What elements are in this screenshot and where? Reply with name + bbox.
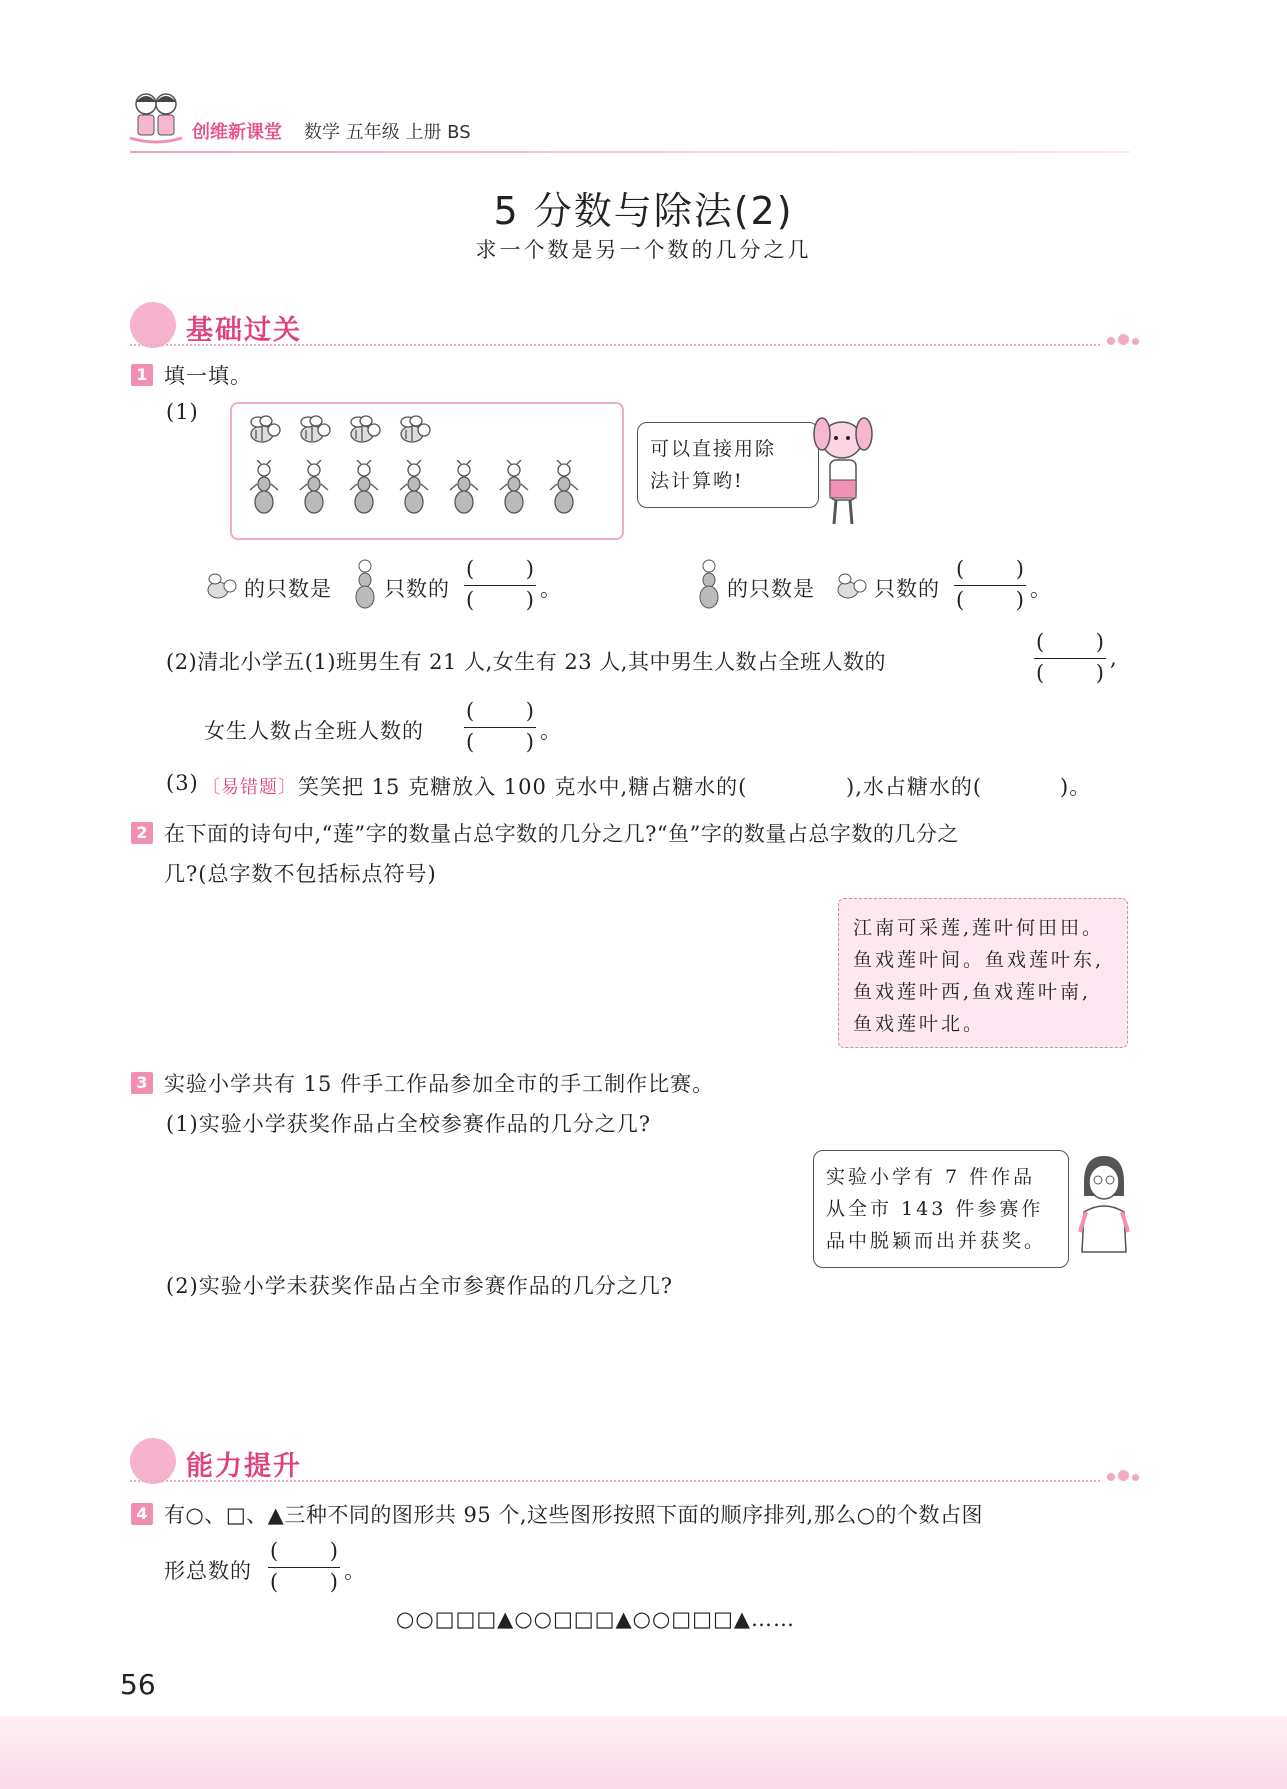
q2-line2: 几?(总字数不包括标点符号) — [164, 862, 437, 886]
header-kids-illustration — [126, 88, 186, 148]
hint-line-1: 可以直接用除 — [650, 438, 777, 460]
q2-line1: 在下面的诗句中,“莲”字的数量占总字数的几分之几?“鱼”字的数量占总字数的几分之 — [164, 822, 959, 846]
fraction-answer-1b[interactable]: ( ) ( ) — [956, 557, 1024, 612]
period: 。 — [540, 577, 562, 601]
comma: , — [1110, 646, 1118, 670]
bubble-line: 品中脱颖而出并获奖。 — [826, 1230, 1047, 1252]
ant-icon — [694, 558, 724, 610]
sub-label: (1) — [166, 400, 199, 424]
bottom-band — [0, 1716, 1287, 1789]
lesson-title: 5 分数与除法(2) — [493, 189, 794, 233]
section-title-basic: 基础过关 — [186, 315, 302, 346]
period: 。 — [344, 1559, 366, 1583]
sentence-a-mid: 的只数是 — [244, 577, 332, 601]
lesson-subtitle: 求一个数是另一个数的几分之几 — [475, 238, 812, 262]
period: 。 — [540, 719, 562, 743]
sub-label: (3) — [166, 771, 199, 795]
hint-bubble-girl — [813, 1150, 1069, 1268]
page-number: 56 — [120, 1668, 156, 1701]
brand-name: 创维新课堂 — [192, 122, 282, 143]
section-dots — [1104, 330, 1139, 349]
bubble-line: 从全市 143 件参赛作 — [826, 1198, 1044, 1220]
poem-box — [838, 898, 1128, 1048]
section-monkey-icon — [130, 1438, 176, 1484]
blank-sugar-ratio[interactable] — [790, 771, 840, 795]
poem-line: 鱼戏莲叶西,鱼戏莲叶南, — [853, 981, 1092, 1003]
poem-line: 江南可采莲,莲叶何田田。 — [853, 917, 1105, 939]
ants-row — [248, 460, 588, 520]
section-rule — [130, 1480, 1100, 1482]
book-meta: 数学 五年级 上册 BS — [304, 122, 471, 143]
q4-line1: 有○、□、▲三种不同的图形共 95 个,这些图形按照下面的顺序排列,那么○的个数占图 — [164, 1503, 984, 1527]
section-dots — [1104, 1466, 1139, 1485]
q1-p3-text-a: 笑笑把 15 克糖放入 100 克水中,糖占糖水的( — [298, 775, 748, 799]
bubble-line: 实验小学有 7 件作品 — [826, 1166, 1036, 1188]
fraction-answer-1a[interactable]: ( ) ( ) — [466, 557, 534, 612]
question-stem: 填一填。 — [164, 364, 252, 388]
section-rule — [130, 344, 1100, 346]
q1-p3-text-b: ),水占糖水的( — [846, 775, 983, 799]
bee-icon — [204, 570, 240, 606]
fraction-answer-girls[interactable]: ( ) ( ) — [466, 699, 534, 754]
sentence-a-end: 只数的 — [384, 577, 450, 601]
q1-p2-line1: (2)清北小学五(1)班男生有 21 人,女生有 23 人,其中男生人数占全班人数的 — [166, 650, 886, 674]
question-number: 4 — [131, 1503, 153, 1525]
q3-p2: (2)实验小学未获奖作品占全市参赛作品的几分之几? — [166, 1274, 674, 1298]
section-title-advanced: 能力提升 — [186, 1451, 302, 1482]
section-kids-icon — [130, 302, 176, 348]
q3-stem: 实验小学共有 15 件手工作品参加全市的手工制作比赛。 — [164, 1072, 715, 1096]
error-prone-tag: 〔易错题〕 — [202, 777, 297, 798]
question-number: 2 — [131, 822, 153, 844]
bee-icon — [834, 570, 870, 606]
hint-bubble — [637, 422, 819, 508]
q3-p1: (1)实验小学获奖作品占全校参赛作品的几分之几? — [166, 1112, 652, 1136]
question-number: 3 — [131, 1072, 153, 1094]
sentence-b-mid: 的只数是 — [727, 577, 815, 601]
bees-row — [246, 410, 446, 456]
header-rule — [130, 151, 1130, 153]
blank-water-ratio[interactable] — [1012, 771, 1062, 795]
shape-sequence: ○○□□□▲○○□□□▲○○□□□▲…… — [396, 1607, 795, 1631]
ant-icon — [350, 558, 380, 610]
q1-p3-text-c: )。 — [1060, 775, 1092, 799]
poem-line: 鱼戏莲叶北。 — [853, 1013, 986, 1035]
q1-p2-line2: 女生人数占全班人数的 — [204, 719, 424, 743]
period: 。 — [1030, 577, 1052, 601]
question-number: 1 — [131, 364, 153, 386]
poem-line: 鱼戏莲叶间。鱼戏莲叶东, — [853, 949, 1105, 971]
fraction-answer-circles[interactable]: ( ) ( ) — [270, 1539, 338, 1594]
sentence-b-end: 只数的 — [874, 577, 940, 601]
girl-character — [1074, 1152, 1134, 1256]
q4-line2: 形总数的 — [164, 1559, 252, 1583]
hint-line-2: 法计算哟! — [650, 470, 744, 492]
dog-character — [806, 410, 888, 530]
fraction-answer-boys[interactable]: ( ) ( ) — [1036, 630, 1104, 685]
